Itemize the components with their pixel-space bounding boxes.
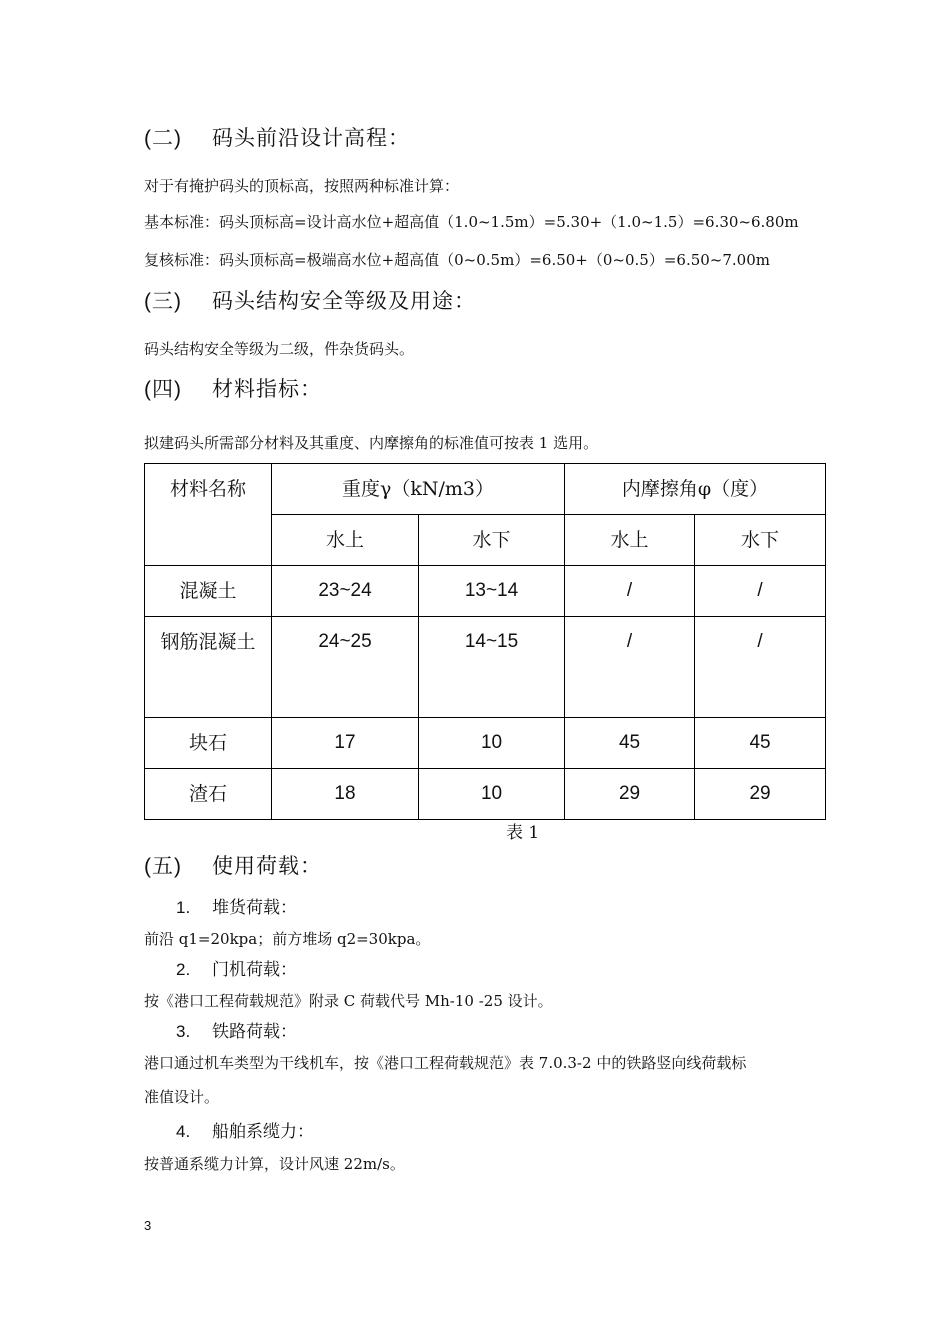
material-name: 渣石 <box>145 769 272 820</box>
section-3-text: 码头结构安全等级为二级，件杂货码头。 <box>144 340 415 358</box>
table-row <box>145 617 826 718</box>
subheader-weight-below: 水下 <box>419 515 565 566</box>
friction-above: / <box>565 617 695 718</box>
subheader-friction-below: 水下 <box>695 515 826 566</box>
section-3-title: 码头结构安全等级及用途： <box>212 289 476 313</box>
weight-above: 24~25 <box>272 617 419 718</box>
weight-above: 18 <box>272 769 419 820</box>
section-3-heading <box>144 285 476 315</box>
weight-below: 10 <box>419 769 565 820</box>
section-4-heading <box>144 373 322 403</box>
load-item-heading: 1. 堆货荷载： <box>176 898 297 918</box>
friction-below: / <box>695 617 826 718</box>
section-2-check-standard: 复核标准：码头顶标高=极端高水位+超高值（0~0.5m）=6.50+（0~0.5）=6.50~7.00m <box>144 251 770 269</box>
table-row <box>145 769 826 820</box>
table-row <box>145 566 826 617</box>
weight-below: 10 <box>419 718 565 769</box>
weight-below: 13~14 <box>419 566 565 617</box>
friction-above: / <box>565 566 695 617</box>
load-item-heading: 4. 船舶系缆力： <box>176 1122 314 1142</box>
load-item-text: 港口通过机车类型为干线机车，按《港口工程荷载规范》表 7.0.3-2 中的铁路竖向线荷载标 <box>144 1054 747 1072</box>
section-5-heading <box>144 850 322 880</box>
materials-table <box>144 463 826 820</box>
friction-above: 29 <box>565 769 695 820</box>
load-item-text: 按《港口工程荷载规范》附录 C 荷载代号 Mh-10 -25 设计。 <box>144 992 553 1010</box>
material-name: 混凝土 <box>145 566 272 617</box>
section-4-title: 材料指标： <box>212 377 322 401</box>
subheader-weight-above: 水上 <box>272 515 419 566</box>
header-material-name: 材料名称 <box>145 464 272 566</box>
section-2-heading <box>144 122 410 152</box>
section-4-text: 拟建码头所需部分材料及其重度、内摩擦角的标准值可按表 1 选用。 <box>144 434 599 452</box>
load-item-text-continued: 准值设计。 <box>144 1088 220 1106</box>
section-5-number: (五) <box>144 855 182 878</box>
material-name: 钢筋混凝土 <box>145 617 272 718</box>
table-header-row <box>145 464 826 515</box>
friction-below: 45 <box>695 718 826 769</box>
load-item-text: 按普通系缆力计算，设计风速 22m/s。 <box>144 1155 405 1173</box>
friction-above: 45 <box>565 718 695 769</box>
friction-below: / <box>695 566 826 617</box>
load-item-heading: 2. 门机荷载： <box>176 960 297 980</box>
section-2-basic-standard: 基本标准：码头顶标高=设计高水位+超高值（1.0~1.5m）=5.30+（1.0~1.5）=6.30~6.80m <box>144 213 799 231</box>
header-unit-weight: 重度γ（kN/m3） <box>272 464 565 515</box>
section-4-number: (四) <box>144 378 182 401</box>
weight-above: 17 <box>272 718 419 769</box>
section-2-intro: 对于有掩护码头的顶标高，按照两种标准计算： <box>144 177 460 195</box>
load-item-text: 前沿 q1=20kpa；前方堆场 q2=30kpa。 <box>144 930 431 948</box>
weight-above: 23~24 <box>272 566 419 617</box>
friction-below: 29 <box>695 769 826 820</box>
section-2-title: 码头前沿设计高程： <box>212 126 410 150</box>
table-row <box>145 718 826 769</box>
subheader-friction-above: 水上 <box>565 515 695 566</box>
load-item-heading: 3. 铁路荷载： <box>176 1022 297 1042</box>
page-number: 3 <box>144 1218 152 1233</box>
header-friction-angle: 内摩擦角φ（度） <box>565 464 826 515</box>
section-3-number: (三) <box>144 290 182 313</box>
section-5-title: 使用荷载： <box>212 854 322 878</box>
section-2-number: (二) <box>144 127 182 150</box>
weight-below: 14~15 <box>419 617 565 718</box>
table-caption: 表 1 <box>506 823 540 843</box>
material-name: 块石 <box>145 718 272 769</box>
